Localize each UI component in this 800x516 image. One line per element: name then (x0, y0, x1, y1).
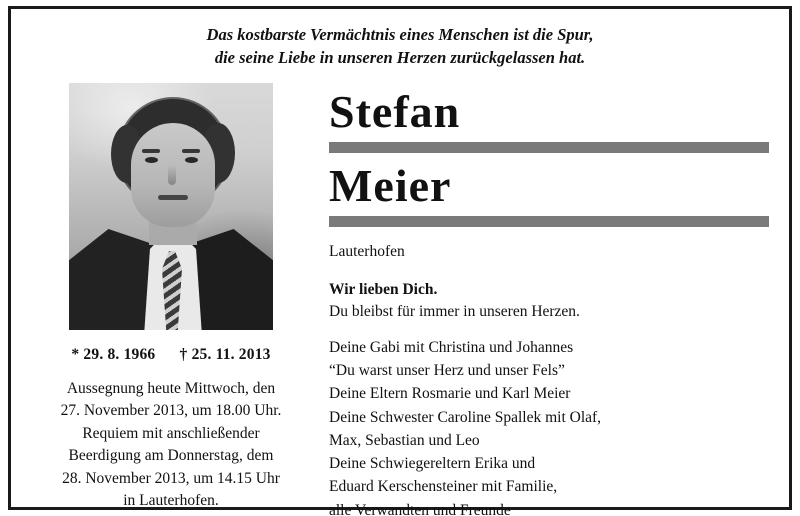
divider-rule-top (329, 142, 769, 153)
family-text: Deine Eltern (329, 385, 412, 403)
motto-line-1: Das kostbarste Vermächtnis eines Menschen ist die Spur, (206, 25, 594, 44)
family-name: Johannes (516, 338, 574, 356)
family-text: Deine Schwiegereltern (329, 455, 475, 472)
funeral-line-6: in Lauterhofen. (123, 492, 219, 510)
portrait-brow-left (142, 149, 160, 153)
family-text: mit (541, 408, 570, 426)
right-column (329, 86, 769, 516)
portrait-nose (168, 165, 176, 185)
family-name: Christina (428, 338, 486, 356)
family-line-5 (329, 429, 769, 452)
obituary-content (11, 9, 789, 516)
family-text: und (485, 338, 517, 356)
tribute-headline: Wir lieben Dich. (329, 280, 438, 298)
family-name: Verwandten (354, 501, 429, 516)
family-text: alle (329, 501, 355, 516)
family-quote: “Du warst unser Herz und unser Fels” (329, 362, 565, 379)
birth-date: 29. 8. 1966 (83, 346, 156, 363)
funeral-line-4: Beerdigung am Donnerstag, dem (68, 447, 274, 465)
family-name: Max, Sebastian (329, 431, 425, 449)
family-name: Erika (474, 455, 509, 472)
portrait-photo (69, 83, 273, 330)
family-line-8 (329, 499, 769, 516)
deceased-first-name: Stefan (329, 86, 461, 137)
death-symbol: † (179, 346, 188, 363)
portrait-eye-right (185, 157, 198, 163)
portrait-brow-right (182, 149, 200, 153)
family-text: mit (477, 478, 506, 496)
family-name: Leo (455, 431, 480, 449)
family-text: und (508, 455, 536, 472)
family-name: Olaf, (569, 408, 602, 426)
family-name: Familie, (505, 478, 558, 496)
family-text: Deine (329, 338, 370, 356)
portrait-eye-left (145, 157, 158, 163)
motto-line-2: die seine Liebe in unseren Herzen zurückgelassen hat. (214, 48, 586, 68)
obituary-border (8, 6, 792, 516)
birth-symbol: * (71, 346, 80, 363)
family-name: Eduard Kerschensteiner (329, 478, 478, 496)
tribute-line: Du bleibst für immer in unseren Herzen. (329, 303, 580, 321)
family-name: Gabi (369, 338, 401, 356)
life-dates (31, 346, 311, 364)
family-name: Karl Meier (502, 385, 571, 403)
spacer (329, 324, 769, 336)
family-text: mit (400, 338, 429, 356)
family-line-4 (329, 406, 769, 429)
family-line-6 (329, 452, 769, 475)
family-text: und (471, 385, 503, 403)
funeral-line-2: 27. November 2013, um 18.00 Uhr. (60, 402, 282, 420)
funeral-line-5: 28. November 2013, um 14.15 Uhr (62, 469, 280, 487)
family-line-7 (329, 475, 769, 498)
family-line-3 (329, 382, 769, 405)
death-date: 25. 11. 2013 (191, 346, 271, 363)
deceased-last-name: Meier (329, 159, 452, 211)
left-column (31, 83, 311, 513)
family-list (329, 336, 769, 516)
divider-rule-bottom (329, 216, 769, 227)
family-text: und (429, 501, 460, 516)
family-line-1 (329, 336, 769, 359)
family-name: Rosmarie (411, 385, 472, 403)
portrait-mouth (158, 195, 188, 200)
funeral-details (31, 378, 311, 513)
funeral-line-3: Requiem mit anschließender (82, 424, 260, 442)
family-name: Caroline Spallek (437, 408, 542, 426)
family-name: Freunde (460, 501, 511, 516)
funeral-line-1: Aussegnung heute Mittwoch, den (66, 380, 276, 397)
motto (11, 23, 789, 70)
family-text: Deine Schwester (329, 408, 438, 426)
family-text: und (424, 431, 456, 449)
tribute (329, 279, 769, 324)
place-name: Lauterhofen (329, 242, 405, 260)
